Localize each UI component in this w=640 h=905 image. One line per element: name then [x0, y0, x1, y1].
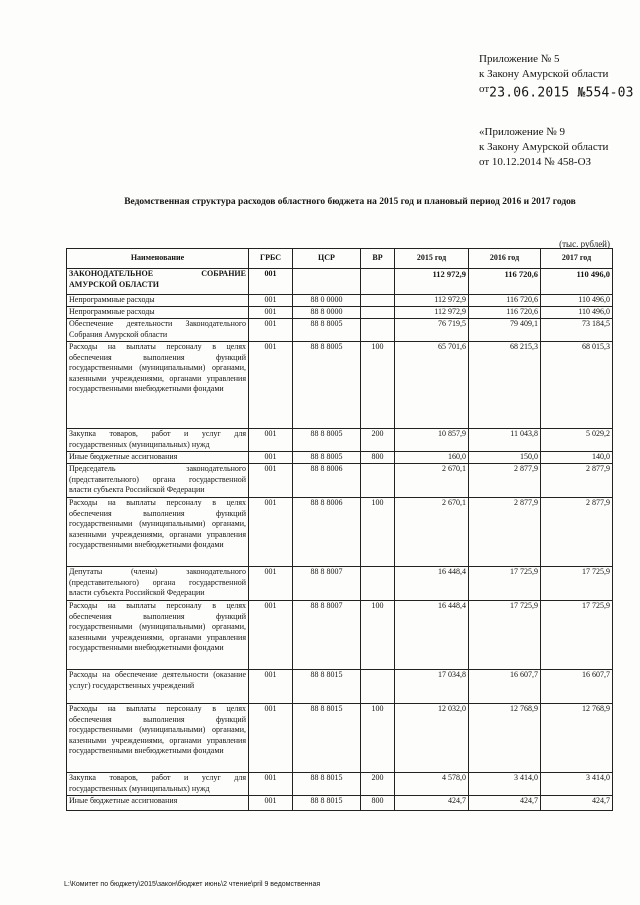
- row-2015: 12 032,0: [395, 704, 469, 773]
- row-vr: [361, 464, 395, 498]
- row-grbs: 001: [249, 601, 293, 670]
- row-vr: [361, 319, 395, 342]
- row-grbs: 001: [249, 773, 293, 796]
- date-prefix: от: [479, 83, 490, 95]
- table-row: [67, 464, 613, 498]
- table-row: [67, 567, 613, 601]
- row-2017: 17 725,9: [541, 601, 613, 670]
- row-2016: 12 768,9: [469, 704, 541, 773]
- row-name: Расходы на выплаты персоналу в целях обеспечения выполнения функций государственными (муниципальными) органами, казенными учреждениями, органами управления государственными внебюджетными фондами: [67, 498, 249, 567]
- row-name: ЗАКОНОДАТЕЛЬНОЕ СОБРАНИЕ АМУРСКОЙ ОБЛАСТИ: [67, 269, 249, 295]
- row-2015: 65 701,6: [395, 342, 469, 429]
- row-2017: 2 877,9: [541, 498, 613, 567]
- row-csr: 88 8 8015: [293, 796, 361, 811]
- row-vr: [361, 295, 395, 307]
- header-name: Наименование: [67, 249, 249, 269]
- row-2017: 12 768,9: [541, 704, 613, 773]
- row-name: Расходы на обеспечение деятельности (оказание услуг) государственных учреждений: [67, 670, 249, 704]
- row-name: Расходы на выплаты персоналу в целях обеспечения выполнения функций государственными (муниципальными) органами, казенными учреждениями, органами управления государственными внебюджетными фондами: [67, 704, 249, 773]
- row-2017: 16 607,7: [541, 670, 613, 704]
- file-path-footer: L:\Комитет по бюджету\2015\закон\бюджет июнь\2 чтение\pril 9 ведомственная: [64, 881, 321, 888]
- row-name: Иные бюджетные ассигнования: [67, 796, 249, 811]
- row-2017: 110 496,0: [541, 307, 613, 319]
- row-csr: 88 8 8005: [293, 319, 361, 342]
- row-name: Закупка товаров, работ и услуг для государственных (муниципальных) нужд: [67, 429, 249, 452]
- table-row: [67, 452, 613, 464]
- row-grbs: 001: [249, 452, 293, 464]
- row-2016: 11 043,8: [469, 429, 541, 452]
- row-2015: 112 972,9: [395, 295, 469, 307]
- header-2015: 2015 год: [395, 249, 469, 269]
- row-2016: 68 215,3: [469, 342, 541, 429]
- row-csr: 88 8 8015: [293, 704, 361, 773]
- row-csr: 88 8 0000: [293, 307, 361, 319]
- row-name: Расходы на выплаты персоналу в целях обеспечения выполнения функций государственными (муниципальными) органами, казенными учреждениями, органами управления государственными внебюджетными фондами: [67, 342, 249, 429]
- row-csr: 88 8 8007: [293, 601, 361, 670]
- row-vr: [361, 567, 395, 601]
- row-2015: 17 034,8: [395, 670, 469, 704]
- row-csr: 88 8 8007: [293, 567, 361, 601]
- row-csr: 88 8 8005: [293, 342, 361, 429]
- row-2016: 116 720,6: [469, 307, 541, 319]
- row-vr: 100: [361, 342, 395, 429]
- budget-table: [66, 248, 613, 811]
- table-row: [67, 796, 613, 811]
- row-grbs: 001: [249, 567, 293, 601]
- row-csr: 88 8 8015: [293, 670, 361, 704]
- row-2016: 2 877,9: [469, 464, 541, 498]
- row-vr: [361, 307, 395, 319]
- row-2017: 17 725,9: [541, 567, 613, 601]
- row-name: Непрограммные расходы: [67, 307, 249, 319]
- row-grbs: 001: [249, 704, 293, 773]
- appendix-header-new: [479, 52, 634, 102]
- appendix-old-date: от 10.12.2014 № 458-ОЗ: [479, 156, 592, 168]
- row-vr: 100: [361, 704, 395, 773]
- table-row: [67, 269, 613, 295]
- row-csr: 88 8 8015: [293, 773, 361, 796]
- row-2015: 16 448,4: [395, 567, 469, 601]
- table-row: [67, 498, 613, 567]
- row-name: Иные бюджетные ассигнования: [67, 452, 249, 464]
- row-name: Депутаты (члены) законодательного (представительного) органа государственной власти субъекта Российской Федерации: [67, 567, 249, 601]
- row-2016: 79 409,1: [469, 319, 541, 342]
- row-grbs: 001: [249, 464, 293, 498]
- table-row: [67, 307, 613, 319]
- row-2017: 110 496,0: [541, 295, 613, 307]
- row-csr: 88 8 8006: [293, 498, 361, 567]
- row-2016: 17 725,9: [469, 601, 541, 670]
- appendix-date-stamp: [479, 82, 634, 102]
- document-title: Ведомственная структура расходов областного бюджета на 2015 год и плановый период 2016 и 2017 годов: [124, 197, 576, 207]
- appendix-header-old: [479, 125, 608, 170]
- row-grbs: 001: [249, 796, 293, 811]
- row-2016: 3 414,0: [469, 773, 541, 796]
- row-2015: 424,7: [395, 796, 469, 811]
- row-2015: 112 972,9: [395, 269, 469, 295]
- row-2017: 3 414,0: [541, 773, 613, 796]
- row-2015: 160,0: [395, 452, 469, 464]
- row-2017: 424,7: [541, 796, 613, 811]
- row-2017: 110 496,0: [541, 269, 613, 295]
- row-2017: 140,0: [541, 452, 613, 464]
- row-2015: 112 972,9: [395, 307, 469, 319]
- appendix-number: Приложение № 5: [479, 53, 560, 65]
- row-2017: 5 029,2: [541, 429, 613, 452]
- appendix-law: к Закону Амурской области: [479, 68, 609, 80]
- header-csr: ЦСР: [293, 249, 361, 269]
- row-vr: 200: [361, 429, 395, 452]
- units-label: (тыс. рублей): [559, 239, 610, 249]
- row-grbs: 001: [249, 498, 293, 567]
- appendix-old-number: «Приложение № 9: [479, 126, 566, 138]
- row-2017: 68 015,3: [541, 342, 613, 429]
- row-2015: 16 448,4: [395, 601, 469, 670]
- row-vr: 800: [361, 796, 395, 811]
- row-csr: 88 8 8005: [293, 452, 361, 464]
- row-2015: 4 578,0: [395, 773, 469, 796]
- row-grbs: 001: [249, 670, 293, 704]
- row-grbs: 001: [249, 269, 293, 295]
- table-row: [67, 295, 613, 307]
- row-grbs: 001: [249, 307, 293, 319]
- row-2017: 2 877,9: [541, 464, 613, 498]
- row-2015: 10 857,9: [395, 429, 469, 452]
- row-2016: 116 720,6: [469, 269, 541, 295]
- header-2016: 2016 год: [469, 249, 541, 269]
- row-csr: 88 8 8006: [293, 464, 361, 498]
- appendix-old-law: к Закону Амурской области: [479, 141, 609, 153]
- row-2015: 2 670,1: [395, 464, 469, 498]
- row-grbs: 001: [249, 429, 293, 452]
- row-grbs: 001: [249, 342, 293, 429]
- row-vr: 100: [361, 601, 395, 670]
- header-vr: ВР: [361, 249, 395, 269]
- row-2016: 17 725,9: [469, 567, 541, 601]
- row-2016: 16 607,7: [469, 670, 541, 704]
- table-row: [67, 670, 613, 704]
- row-csr: 88 8 8005: [293, 429, 361, 452]
- header-2017: 2017 год: [541, 249, 613, 269]
- row-name: Председатель законодательного (представительного) органа государственной власти субъекта Российской Федерации: [67, 464, 249, 498]
- table-row: [67, 704, 613, 773]
- row-2016: 150,0: [469, 452, 541, 464]
- date-stamp-text: 23.06.2015 №554-03: [489, 85, 634, 101]
- row-2015: 2 670,1: [395, 498, 469, 567]
- row-name: Непрограммные расходы: [67, 295, 249, 307]
- row-2016: 424,7: [469, 796, 541, 811]
- table-header-row: [67, 249, 613, 269]
- row-name: Обеспечение деятельности Законодательного Собрания Амурской области: [67, 319, 249, 342]
- row-2017: 73 184,5: [541, 319, 613, 342]
- table-row: [67, 429, 613, 452]
- table-row: [67, 773, 613, 796]
- table-row: [67, 342, 613, 429]
- row-name: Расходы на выплаты персоналу в целях обеспечения выполнения функций государственными (муниципальными) органами, казенными учреждениями, органами управления государственными внебюджетными фондами: [67, 601, 249, 670]
- row-vr: [361, 269, 395, 295]
- header-grbs: ГРБС: [249, 249, 293, 269]
- row-vr: 200: [361, 773, 395, 796]
- row-2015: 76 719,5: [395, 319, 469, 342]
- row-name: Закупка товаров, работ и услуг для государственных (муниципальных) нужд: [67, 773, 249, 796]
- row-csr: [293, 269, 361, 295]
- row-grbs: 001: [249, 319, 293, 342]
- row-vr: [361, 670, 395, 704]
- row-grbs: 001: [249, 295, 293, 307]
- row-vr: 100: [361, 498, 395, 567]
- row-2016: 2 877,9: [469, 498, 541, 567]
- table-row: [67, 601, 613, 670]
- row-2016: 116 720,6: [469, 295, 541, 307]
- table-row: [67, 319, 613, 342]
- row-vr: 800: [361, 452, 395, 464]
- row-csr: 88 0 0000: [293, 295, 361, 307]
